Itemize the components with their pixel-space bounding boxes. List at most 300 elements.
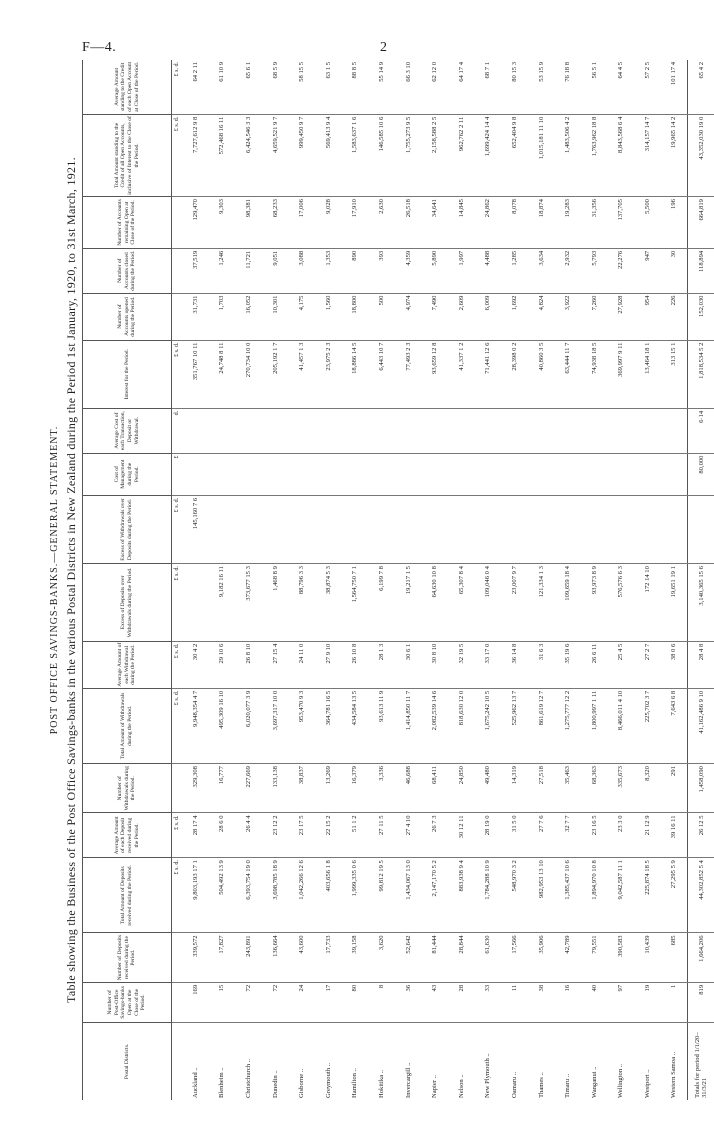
table-cell — [554, 453, 581, 495]
column-header: Number of Deposits received during the Period. — [83, 933, 172, 982]
table-cell: 35,463 — [554, 764, 581, 813]
table-cell: 145,160 7 6 — [182, 495, 209, 563]
table-cell: 500 — [368, 293, 395, 340]
table-cell — [342, 453, 369, 495]
table-cell: 962,762 2 11 — [448, 114, 475, 196]
table-cell: 98,381 — [235, 197, 262, 249]
table-cell: 4,974 — [395, 293, 422, 340]
table-cell: 1,468 8 9 — [262, 564, 289, 642]
table-row — [608, 60, 635, 1100]
table-cell: 243,891 — [235, 933, 262, 982]
total-cell: 664,819 — [688, 197, 714, 249]
table-cell: 15 — [209, 982, 236, 1022]
table-row — [235, 60, 262, 1100]
table-cell: 93,613 11 9 — [368, 688, 395, 763]
table-cell: 68,411 — [421, 764, 448, 813]
table-cell: 1,353 — [315, 248, 342, 293]
table-cell: 28,844 — [448, 933, 475, 982]
unit-label — [172, 933, 183, 982]
page-number: 2 — [380, 40, 387, 55]
table-cell — [634, 453, 661, 495]
table-cell: 49,480 — [475, 764, 502, 813]
table-cell: 196 — [661, 197, 688, 249]
table-cell: 10,439 — [634, 933, 661, 982]
table-cell: 169 — [182, 982, 209, 1022]
table-cell: 24 — [288, 982, 315, 1022]
table-cell: 525,962 13 7 — [501, 688, 528, 763]
column-header: Excess of Deposits over Withdrawals during the Period. — [83, 564, 172, 642]
table-cell: 31 5 0 — [501, 813, 528, 858]
table-cell: 3,922 — [554, 293, 581, 340]
table-cell — [475, 495, 502, 563]
table-cell: 393 — [368, 248, 395, 293]
table-cell: 133,138 — [262, 764, 289, 813]
table-row — [554, 60, 581, 1100]
table-cell — [634, 495, 661, 563]
table-cell: 314,157 14 7 — [634, 114, 661, 196]
table-cell: 329,308 — [182, 764, 209, 813]
table-cell: 11 — [501, 982, 528, 1022]
table-cell: 17,910 — [342, 197, 369, 249]
table-cell: 335,673 — [608, 764, 635, 813]
table-cell: 27 4 10 — [395, 813, 422, 858]
table-cell: 4,175 — [288, 293, 315, 340]
table-cell: 26 4 4 — [235, 813, 262, 858]
unit-label — [172, 248, 183, 293]
table-cell: 17,827 — [209, 933, 236, 982]
table-cell — [182, 408, 209, 453]
table-cell: 572,468 16 11 — [209, 114, 236, 196]
table-cell: 76 18 8 — [554, 60, 581, 114]
table-cell — [501, 495, 528, 563]
table-cell: 982,953 13 10 — [528, 858, 555, 933]
table-cell: 81,444 — [421, 933, 448, 982]
column-header: Number of Post-Office Savings-banks Open at the Close of the Period. — [83, 982, 172, 1022]
table-cell: 28,398 0 2 — [501, 340, 528, 408]
unit-label: £ s. d. — [172, 688, 183, 763]
table-cell — [342, 408, 369, 453]
table-cell: 13,269 — [315, 764, 342, 813]
table-cell: 23 3 0 — [608, 813, 635, 858]
table-cell — [368, 408, 395, 453]
table-cell: 26 7 3 — [421, 813, 448, 858]
table-row — [634, 60, 661, 1100]
table-cell: 6,009 — [475, 293, 502, 340]
total-cell — [688, 495, 714, 563]
table-cell: 68 5 9 — [262, 60, 289, 114]
table-cell: 569,413 9 4 — [315, 114, 342, 196]
table-cell — [608, 408, 635, 453]
table-cell — [581, 495, 608, 563]
total-cell: 1,664,206 — [688, 933, 714, 982]
table-cell: 23 12 2 — [262, 813, 289, 858]
column-header: Postal Districts. — [83, 1022, 172, 1100]
table-cell: 16,379 — [342, 764, 369, 813]
table-cell: 2,158,588 2 5 — [421, 114, 448, 196]
table-cell — [209, 495, 236, 563]
rotated-statement — [48, 60, 709, 1100]
table-cell: 1 — [661, 982, 688, 1022]
table-cell: 16,777 — [209, 764, 236, 813]
table-cell: 24,850 — [448, 764, 475, 813]
table-cell: 57 2 5 — [634, 60, 661, 114]
total-cell: 44,302,852 5 4 — [688, 858, 714, 933]
table-cell — [182, 453, 209, 495]
unit-label — [172, 1022, 183, 1100]
table-cell: 8,078 — [501, 197, 528, 249]
table-cell: 35,906 — [528, 933, 555, 982]
total-cell: 1,458,090 — [688, 764, 714, 813]
unit-label: £ s. d. — [172, 641, 183, 688]
table-cell: 8,466,011 4 10 — [608, 688, 635, 763]
table-cell: 66 3 10 — [395, 60, 422, 114]
table-cell: 23 16 5 — [581, 813, 608, 858]
table-cell: 21 12 9 — [634, 813, 661, 858]
total-cell: 152,030 — [688, 293, 714, 340]
table-cell: 65 6 1 — [235, 60, 262, 114]
table-cell: 65,307 8 4 — [448, 564, 475, 642]
table-cell: 38 — [528, 982, 555, 1022]
table-cell — [421, 495, 448, 563]
table-cell — [581, 408, 608, 453]
column-header: Excess of Withdrawals over Deposits during the Period. — [83, 495, 172, 563]
table-cell: 8,320 — [634, 764, 661, 813]
table-cell: 3,088 — [288, 248, 315, 293]
table-cell: 685 — [661, 933, 688, 982]
table-cell: 40,860 3 5 — [528, 340, 555, 408]
table-cell: 1,763,962 18 8 — [581, 114, 608, 196]
district-name: New Plymouth .. — [484, 1053, 492, 1098]
table-cell — [288, 495, 315, 563]
unit-label: £ — [172, 453, 183, 495]
table-cell: 8,843,568 6 4 — [608, 114, 635, 196]
table-cell — [448, 495, 475, 563]
table-cell: 18,874 — [528, 197, 555, 249]
table-cell: 101 17 4 — [661, 60, 688, 114]
table-cell: 14,845 — [448, 197, 475, 249]
unit-label — [172, 197, 183, 249]
table-row — [475, 60, 502, 1100]
table-cell: 291 — [661, 764, 688, 813]
district-name: Western Samoa .. — [670, 1052, 678, 1098]
table-cell — [262, 453, 289, 495]
table-cell: 28 6 0 — [209, 813, 236, 858]
table-cell: 43 — [421, 982, 448, 1022]
table-cell: 2,932 — [554, 248, 581, 293]
table-cell: 35 19 6 — [554, 641, 581, 688]
table-cell: 16 — [554, 982, 581, 1022]
table-cell: 41,337 1 2 — [448, 340, 475, 408]
table-cell: 64 4 5 — [608, 60, 635, 114]
table-cell — [608, 453, 635, 495]
table-cell: 42,789 — [554, 933, 581, 982]
unit-label — [172, 764, 183, 813]
table-cell: 27,928 — [608, 293, 635, 340]
table-cell: 22,276 — [608, 248, 635, 293]
table-cell: 890 — [342, 248, 369, 293]
table-cell — [608, 495, 635, 563]
statement-title: POST OFFICE SAVINGS-BANKS.—GENERAL STATEMENT. — [49, 425, 60, 735]
table-cell: 28 — [448, 982, 475, 1022]
table-cell — [581, 453, 608, 495]
table-cell — [395, 495, 422, 563]
table-cell — [448, 453, 475, 495]
table-cell: 14,319 — [501, 764, 528, 813]
table-cell: 9,042,587 11 1 — [608, 858, 635, 933]
statement-subtitle: Table showing the Business of the Post Office Savings-banks in the various Postal Districts in New Zealand during the Period 1st January, 1920, to 31st March, 1921. — [64, 157, 78, 1003]
table-row — [421, 60, 448, 1100]
table-cell: 3,336 — [368, 764, 395, 813]
table-cell — [634, 408, 661, 453]
table-cell: 548,970 3 2 — [501, 858, 528, 933]
district-name: Auckland .. — [191, 1067, 199, 1098]
table-cell: 80 15 3 — [501, 60, 528, 114]
table-cell: 68 7 1 — [475, 60, 502, 114]
table-units-row — [172, 60, 183, 1100]
column-header: Average Amount of each Deposit received during the Period. — [83, 813, 172, 858]
table-cell: 954 — [634, 293, 661, 340]
table-cell: 1,997 — [448, 248, 475, 293]
table-cell: 30 6 1 — [395, 641, 422, 688]
table-cell: 99,812 19 5 — [368, 858, 395, 933]
table-cell: 1,755,273 9 5 — [395, 114, 422, 196]
table-cell: 62 12 0 — [421, 60, 448, 114]
unit-label: d. — [172, 408, 183, 453]
total-cell: 41,162,486 9 10 — [688, 688, 714, 763]
column-header: Total Amount standing to the Credit of all Open Accounts, inclusive of Interest to the Close of the Period. — [83, 114, 172, 196]
table-cell: 97 — [608, 982, 635, 1022]
table-cell: 4,488 — [475, 248, 502, 293]
total-cell: 80,000 — [688, 453, 714, 495]
table-cell: 1,246 — [209, 248, 236, 293]
table-cell: 40 — [581, 982, 608, 1022]
table-cell: 137,705 — [608, 197, 635, 249]
table-cell: 93,973 8 9 — [581, 564, 608, 642]
table-cell — [421, 408, 448, 453]
table-cell: 30 8 10 — [421, 641, 448, 688]
table-cell: 1,042,266 12 6 — [288, 858, 315, 933]
table-cell: 313 15 1 — [661, 340, 688, 408]
table-row — [288, 60, 315, 1100]
table-cell — [421, 453, 448, 495]
table-cell — [475, 453, 502, 495]
table-cell: 55 14 9 — [368, 60, 395, 114]
table-row — [342, 60, 369, 1100]
table-cell — [554, 408, 581, 453]
table-cell: 652,404 9 8 — [501, 114, 528, 196]
table-cell: 26 6 11 — [581, 641, 608, 688]
table-cell: 1,560 — [315, 293, 342, 340]
table-cell: 1,703 — [209, 293, 236, 340]
table-row — [182, 60, 209, 1100]
table-cell: 16,052 — [235, 293, 262, 340]
table-cell: 495,309 16 10 — [209, 688, 236, 763]
table-cell — [235, 495, 262, 563]
table-cell: 19 — [634, 982, 661, 1022]
column-header: Average Amount of each Withdrawal during the Period. — [83, 641, 172, 688]
table-cell — [262, 408, 289, 453]
district-name: Wellington .. — [617, 1063, 625, 1098]
table-row — [581, 60, 608, 1100]
table-cell: 7,643 6 8 — [661, 688, 688, 763]
table-cell: 33 — [475, 982, 502, 1022]
unit-label: £ s. d. — [172, 858, 183, 933]
table-cell: 1,434,067 13 0 — [395, 858, 422, 933]
table-cell: 25 4 5 — [608, 641, 635, 688]
table-cell: 2,082,539 14 6 — [421, 688, 448, 763]
table-cell: 19,965 14 2 — [661, 114, 688, 196]
table-cell: 36 — [395, 982, 422, 1022]
table-cell: 37,519 — [182, 248, 209, 293]
district-name: Napier .. — [431, 1075, 439, 1098]
total-cell: 28 4 8 — [688, 641, 714, 688]
table-cell: 2,147,170 5 2 — [421, 858, 448, 933]
table-cell: 3,697,317 10 0 — [262, 688, 289, 763]
table-cell: 1,894,970 10 8 — [581, 858, 608, 933]
table-cell: 947 — [634, 248, 661, 293]
table-cell: 18,886 14 5 — [342, 340, 369, 408]
table-cell: 24 11 0 — [288, 641, 315, 688]
table-cell: 1,999,335 0 6 — [342, 858, 369, 933]
table-cell: 1,275,777 12 2 — [554, 688, 581, 763]
table-cell: 56 5 1 — [581, 60, 608, 114]
table-cell — [209, 453, 236, 495]
table-cell: 23,975 2 3 — [315, 340, 342, 408]
table-cell: 9,028 — [315, 197, 342, 249]
table-cell: 369,997 9 11 — [608, 340, 635, 408]
table-row — [209, 60, 236, 1100]
table-cell: 121,334 1 3 — [528, 564, 555, 642]
column-header: Total Amount of Deposits received during the Period. — [83, 858, 172, 933]
table-row — [315, 60, 342, 1100]
table-cell: 136,664 — [262, 933, 289, 982]
table-cell: 6,020,077 3 9 — [235, 688, 262, 763]
table-cell — [235, 408, 262, 453]
table-cell: 17 — [315, 982, 342, 1022]
table-cell: 9,803,193 17 1 — [182, 858, 209, 933]
table-cell: 23 17 5 — [288, 813, 315, 858]
table-cell: 63,444 11 7 — [554, 340, 581, 408]
district-name: Dunedin .. — [271, 1070, 279, 1098]
table-cell: 403,656 1 8 — [315, 858, 342, 933]
table-cell: 339,572 — [182, 933, 209, 982]
table-cell: 27 15 4 — [262, 641, 289, 688]
table-cell: 2,609 — [448, 293, 475, 340]
table-cell: 5,890 — [421, 248, 448, 293]
table-cell — [395, 408, 422, 453]
table-cell: 64 17 4 — [448, 60, 475, 114]
table-cell: 27,295 5 9 — [661, 858, 688, 933]
total-cell: 65 4 2 — [688, 60, 714, 114]
totals-row — [688, 60, 714, 1100]
table-cell — [288, 408, 315, 453]
column-header: Number of Accounts opened during the Period. — [83, 293, 172, 340]
total-cell: 1,818,534 5 2 — [688, 340, 714, 408]
table-cell: 5,793 — [581, 248, 608, 293]
table-cell: 34,641 — [421, 197, 448, 249]
table-row — [368, 60, 395, 1100]
table-cell: 26 10 8 — [342, 641, 369, 688]
table-cell: 1,285 — [501, 248, 528, 293]
table-row — [448, 60, 475, 1100]
table-cell: 38,874 5 3 — [315, 564, 342, 642]
table-cell: 27 7 6 — [528, 813, 555, 858]
table-cell: 9,948,354 4 7 — [182, 688, 209, 763]
table-cell: 1,692 — [501, 293, 528, 340]
table-cell — [661, 408, 688, 453]
table-cell — [288, 453, 315, 495]
table-cell — [661, 453, 688, 495]
table-cell: 32 19 5 — [448, 641, 475, 688]
table-cell: 88,796 3 3 — [288, 564, 315, 642]
table-cell: 2,630 — [368, 197, 395, 249]
district-name: Hamilton .. — [351, 1068, 359, 1098]
table-cell: 93,659 12 8 — [421, 340, 448, 408]
table-cell: 29 10 6 — [209, 641, 236, 688]
table-cell: 23,007 9 7 — [501, 564, 528, 642]
table-cell: 88 8 5 — [342, 60, 369, 114]
table-cell: 26 8 10 — [235, 641, 262, 688]
table-cell: 33 17 0 — [475, 641, 502, 688]
table-cell: 39 16 11 — [661, 813, 688, 858]
table-cell: 11,721 — [235, 248, 262, 293]
table-cell: 79,551 — [581, 933, 608, 982]
table-cell: 1,699,424 14 4 — [475, 114, 502, 196]
district-name: Thames .. — [537, 1072, 545, 1098]
table-cell: 364,781 16 5 — [315, 688, 342, 763]
table-cell: 8 — [368, 982, 395, 1022]
table-cell: 225,874 18 5 — [634, 858, 661, 933]
unit-label — [172, 293, 183, 340]
table-cell: 52,642 — [395, 933, 422, 982]
table-cell — [528, 408, 555, 453]
district-name: Nelson .. — [457, 1074, 465, 1098]
table-cell: 351,767 10 11 — [182, 340, 209, 408]
table-cell: 225,702 3 7 — [634, 688, 661, 763]
table-cell: 24,862 — [475, 197, 502, 249]
table-cell: 32 7 7 — [554, 813, 581, 858]
table-cell: 72 — [235, 982, 262, 1022]
table-cell: 18,800 — [342, 293, 369, 340]
table-cell: 64,630 10 8 — [421, 564, 448, 642]
table-cell: 270,734 10 0 — [235, 340, 262, 408]
table-cell: 39,158 — [342, 933, 369, 982]
table-cell: 30 4 2 — [182, 641, 209, 688]
table-cell: 19,651 19 1 — [661, 564, 688, 642]
totals-label: Totals for period 1/1/20–31/3/21 — [688, 1022, 714, 1100]
table-cell: 38 0 6 — [661, 641, 688, 688]
table-row — [661, 60, 688, 1100]
unit-label: £ s. d. — [172, 495, 183, 563]
page-code: F—4. — [82, 40, 117, 55]
table-cell: 6,393,754 19 0 — [235, 858, 262, 933]
table-cell: 24,748 8 11 — [209, 340, 236, 408]
column-header: Average Amount standing to the Credit of each Open Account at Close of the Period. — [83, 60, 172, 114]
table-cell: 30 12 11 — [448, 813, 475, 858]
table-cell: 68,363 — [581, 764, 608, 813]
table-cell: 28 1 3 — [368, 641, 395, 688]
table-cell: 22 15 2 — [315, 813, 342, 858]
table-cell — [661, 495, 688, 563]
district-name: Blenheim .. — [218, 1067, 226, 1098]
table-cell: 883,938 9 4 — [448, 858, 475, 933]
table-cell — [501, 453, 528, 495]
column-header: Average Cost of each Transaction, Deposit or Withdrawal. — [83, 408, 172, 453]
table-cell: 6,443 10 7 — [368, 340, 395, 408]
table-cell — [501, 408, 528, 453]
table-cell: 30 — [661, 248, 688, 293]
table-cell: 6,424,546 3 3 — [235, 114, 262, 196]
